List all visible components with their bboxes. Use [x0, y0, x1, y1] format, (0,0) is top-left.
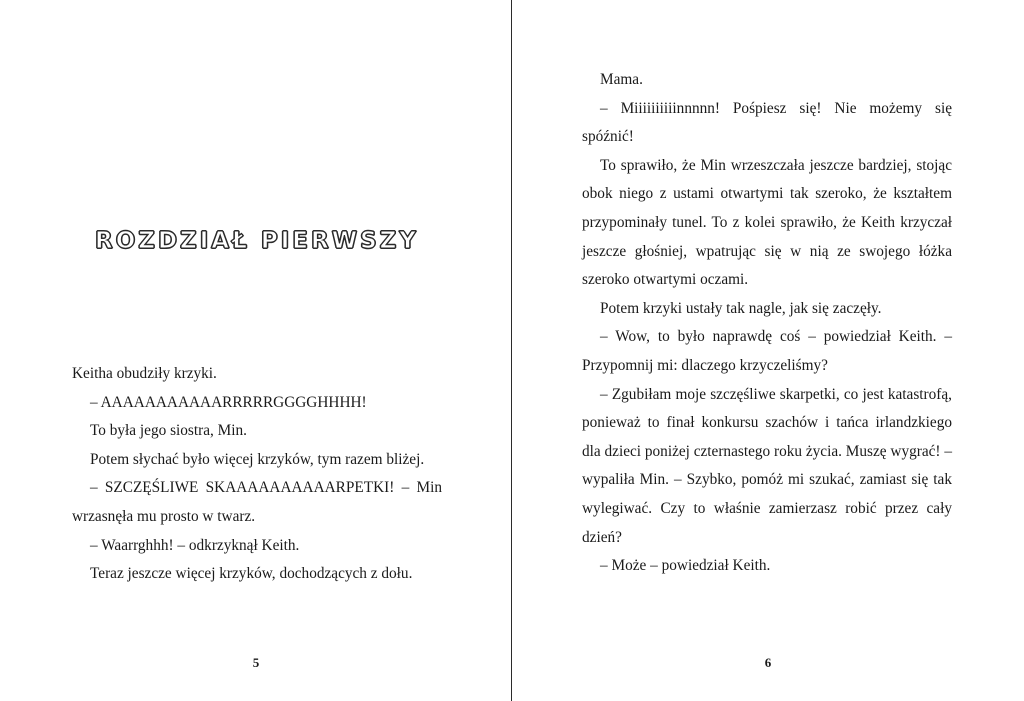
paragraph: Keitha obudziły krzyki.: [72, 365, 217, 382]
right-page: [512, 0, 1024, 701]
paragraph: Potem słychać było więcej krzyków, tym razem bliżej.: [90, 450, 425, 468]
paragraph: Teraz jeszcze więcej krzyków, dochodzących z dołu.: [90, 565, 413, 583]
paragraph: – Waarrghhh! – odkrzyknął Keith.: [90, 536, 300, 554]
paragraph: – SZCZĘŚLIWE SKAAAAAAAAAARPETKI! – Min wrzasnęła mu prosto w twarz.: [72, 479, 442, 525]
right-page-body: [582, 66, 952, 581]
paragraph: Potem krzyki ustały tak nagle, jak się zaczęły.: [600, 299, 882, 317]
chapter-title: ROZDZIAŁ PIERWSZY: [95, 228, 419, 254]
paragraph: Mama.: [600, 71, 643, 88]
page-number: 6: [764, 655, 772, 670]
paragraph: – Miiiiiiiiiinnnnn! Pośpiesz się! Nie możemy się spóźnić!: [582, 99, 952, 146]
paragraph: To sprawiło, że Min wrzeszczała jeszcze bardziej, stojąc obok niego z ustami otwartymi tak szeroko, że kształtem przypominały tunel. To z kolei sprawiło, że Keith krzyczał jeszcze głośniej, wpatrując się w nią ze swojego łóżka szeroko otwartymi oczami.: [582, 156, 952, 289]
paragraph: – Wow, to było naprawdę coś – powiedział Keith. – Przypomnij mi: dlaczego krzyczeliśmy?: [582, 328, 952, 374]
paragraph: To była jego siostra, Min.: [90, 422, 247, 440]
left-page-body: [72, 360, 442, 589]
paragraph: – AAAAAAAAAAARRRRRGGGGHHHH!: [90, 393, 367, 411]
page-number: 5: [252, 655, 260, 670]
paragraph: – Może – powiedział Keith.: [600, 557, 771, 575]
paragraph: – Zgubiłam moje szczęśliwe skarpetki, co jest katastrofą, ponieważ to finał konkursu szachów i tańca irlandzkiego dla dzieci poniżej czternastego roku życia. Muszę wygrać! – wypaliła Min. – Szybko, pomóż mi szukać, zamiast się tak wylegiwać. Czy to właśnie zamierzasz robić przez cały dzień?: [582, 385, 952, 546]
